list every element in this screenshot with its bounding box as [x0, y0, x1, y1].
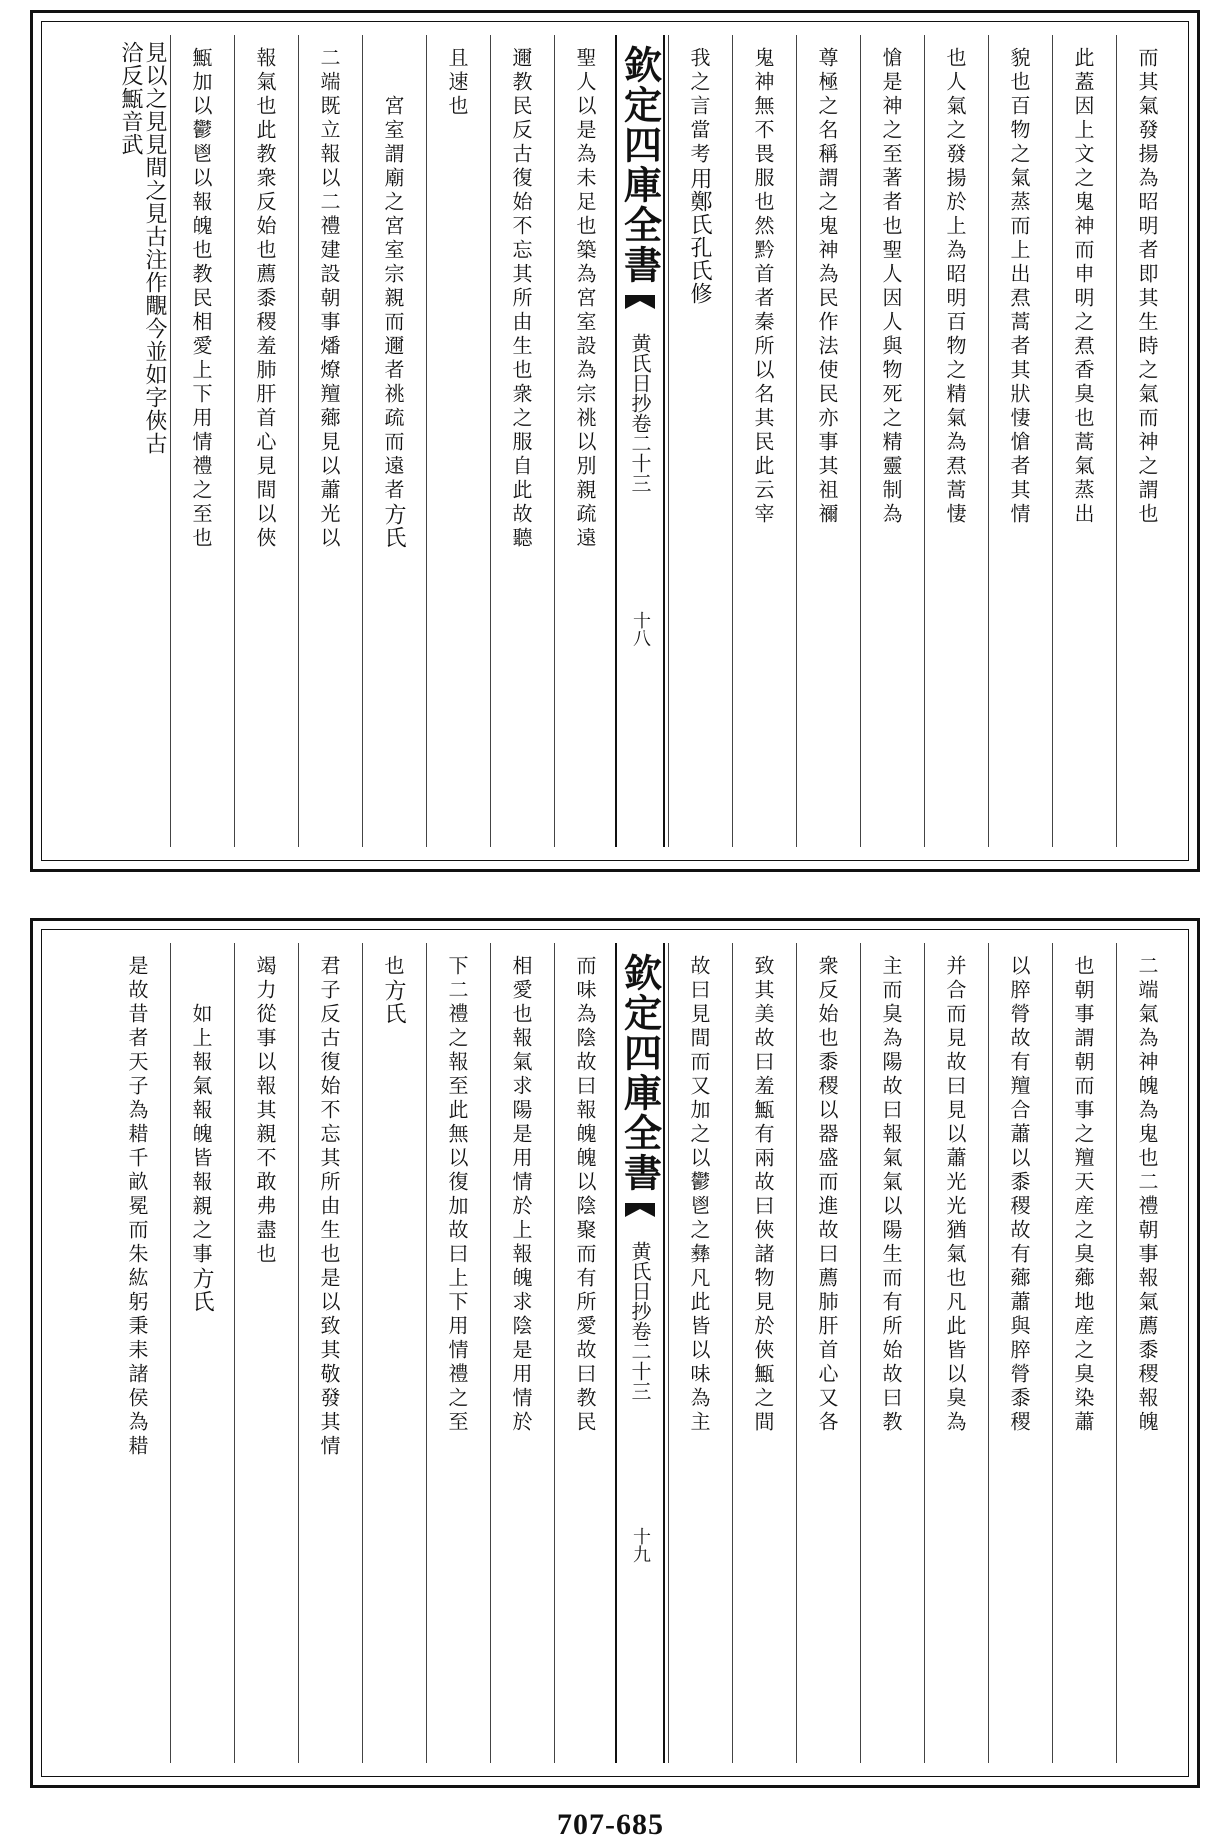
- text-column: [170, 943, 231, 1763]
- column-text: 君子反古復始不忘其所由生也是以致其敬發其情: [317, 955, 341, 1459]
- column-text: 貌也百物之氣蒸而上出焄蒿者其狀悽愴者其情: [1007, 47, 1031, 527]
- column-text: 愴是神之至著者也聖人因人與物死之精靈制為: [879, 47, 903, 527]
- top-page-body: [53, 35, 1177, 847]
- text-column: [298, 35, 359, 847]
- text-column: [668, 35, 729, 847]
- text-column: [732, 35, 793, 847]
- column-text: 竭力從事以報其親不敢弗盡也: [253, 955, 277, 1267]
- text-column: [796, 943, 857, 1763]
- column-text: 相愛也報氣求陽是用情於上報魄求陰是用情於: [509, 955, 533, 1435]
- text-column: [426, 943, 487, 1763]
- text-column: [554, 35, 615, 847]
- column-text: 聖人以是為未足也築為宮室設為宗祧以別親疏遠: [573, 47, 597, 551]
- column-text: [688, 35, 710, 847]
- column-note: 方氏: [381, 979, 406, 1025]
- text-column: [234, 943, 295, 1763]
- column-note: 見以之見見間之見古注作覸今並如字俠古洽反甒音武: [118, 41, 167, 455]
- page-number: 十九: [630, 1527, 651, 1563]
- book-title: 欽定四庫全書: [617, 953, 663, 1193]
- column-text: 以脺膋故有羶合蕭以黍稷故有薌蕭與脺膋黍稷: [1007, 955, 1031, 1435]
- column-text: 衆反始也黍稷以器盛而進故曰薦肺肝首心又各: [815, 955, 839, 1435]
- bottom-page-panel: [30, 918, 1200, 1788]
- column-text: [190, 943, 212, 1763]
- column-text: 二端氣為神魄為鬼也二禮朝事報氣薦黍稷報魄: [1135, 955, 1159, 1435]
- column-text: 而味為陰故曰報魄魄以陰聚而有所愛故曰教民: [573, 955, 597, 1435]
- juan-number: 卷二十三: [628, 1321, 652, 1401]
- column-text: 報氣也此教衆反始也薦黍稷羞肺肝首心見間以俠: [253, 47, 277, 551]
- column-text: 甒加以鬱鬯以報魄也教民相愛上下用情禮之至也: [189, 47, 213, 551]
- volume-title: 黄氏日抄: [628, 333, 652, 413]
- note-column: [117, 35, 167, 847]
- column-text: 也人氣之發揚於上為昭明百物之精氣為焄蒿悽: [943, 47, 967, 527]
- text-column: [426, 35, 487, 847]
- book-title: 欽定四庫全書: [617, 45, 663, 285]
- column-note: 方氏: [381, 503, 406, 549]
- text-column: [924, 35, 985, 847]
- fishtail-mark-icon: [625, 1203, 655, 1231]
- column-text: 且速也: [445, 47, 469, 119]
- column-text: 二端既立報以二禮建設朝事燔燎羶薌見以蕭光以: [317, 47, 341, 551]
- column-note: 用鄭氏孔氏修: [687, 167, 712, 305]
- text-column: [554, 943, 615, 1763]
- text-column: [107, 943, 167, 1763]
- column-text: 也朝事謂朝而事之羶天産之臭薌地産之臭染蕭: [1071, 955, 1095, 1435]
- column-main: 宮室謂廟之宮室宗親而邇者祧疏而遠者: [381, 95, 405, 503]
- column-text: 故曰見間而又加之以鬱鬯之彝凡此皆以味為主: [687, 955, 711, 1435]
- text-column: [860, 943, 921, 1763]
- column-text: 而其氣發揚為昭明者即其生時之氣而神之謂也: [1135, 47, 1159, 527]
- catalog-number: 707-685: [557, 1808, 664, 1841]
- page-number: 十八: [630, 611, 651, 647]
- text-column: [490, 35, 551, 847]
- top-page-panel: [30, 10, 1200, 872]
- column-text: 此蓋因上文之鬼神而申明之焄香臭也蒿氣蒸出: [1071, 47, 1095, 527]
- column-main: 也: [381, 955, 405, 979]
- text-column: [234, 35, 295, 847]
- fishtail-mark-icon: [625, 295, 655, 323]
- column-text: [382, 943, 404, 1763]
- column-text: 主而臭為陽故曰報氣氣以陽生而有所始故曰教: [879, 955, 903, 1435]
- text-column: [1052, 35, 1113, 847]
- text-column: [988, 35, 1049, 847]
- column-text: 下二禮之報至此無以復加故曰上下用情禮之至: [445, 955, 469, 1435]
- volume-title: 黄氏日抄: [628, 1241, 652, 1321]
- column-text: 是故昔者天子為耤千畝冕而朱紘躬秉耒諸侯為耤: [125, 955, 149, 1459]
- text-column: [860, 35, 921, 847]
- text-column: [170, 35, 231, 847]
- column-text: 并合而見故曰見以蕭光光猶氣也凡此皆以臭為: [943, 955, 967, 1435]
- center-fold: [615, 943, 665, 1763]
- column-text: 邇教民反古復始不忘其所由生也衆之服自此故聽: [509, 47, 533, 551]
- column-main: 我之言當考: [687, 47, 711, 167]
- text-column: [1052, 943, 1113, 1763]
- column-text: 尊極之名稱謂之鬼神為民作法使民亦事其祖禰: [815, 47, 839, 527]
- text-column: [1116, 35, 1177, 847]
- text-column: [1116, 943, 1177, 1763]
- text-column: [988, 943, 1049, 1763]
- text-column: [490, 943, 551, 1763]
- text-column: [298, 943, 359, 1763]
- center-fold: [615, 35, 665, 847]
- juan-number: 卷二十三: [628, 413, 652, 493]
- text-column: [362, 35, 423, 847]
- text-column: [796, 35, 857, 847]
- column-text: 致其美故曰羞甒有兩故曰俠諸物見於俠甒之間: [751, 955, 775, 1435]
- column-text: [382, 35, 404, 847]
- text-column: [668, 943, 729, 1763]
- bottom-page-body: [53, 943, 1177, 1763]
- column-text: 鬼神無不畏服也然黔首者秦所以名其民此云宰: [751, 47, 775, 527]
- text-column: [362, 943, 423, 1763]
- column-note: 方氏: [189, 1267, 214, 1313]
- text-column: [732, 943, 793, 1763]
- column-main: 如上報氣報魄皆報親之事: [189, 1003, 213, 1267]
- text-column: [924, 943, 985, 1763]
